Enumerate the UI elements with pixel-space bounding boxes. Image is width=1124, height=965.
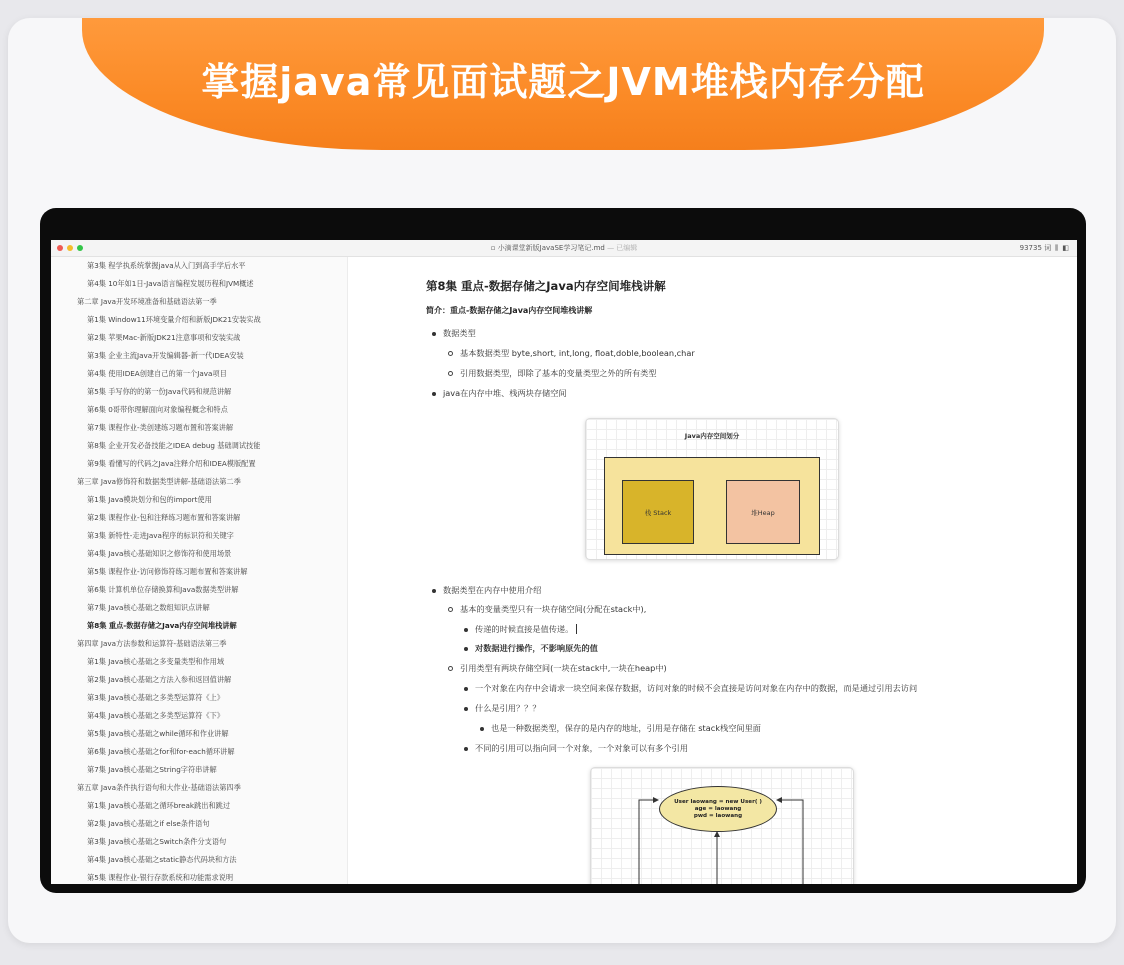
bullet-icon — [448, 607, 453, 612]
sidebar-lesson-item[interactable]: 第1集 Java模块划分和包的import使用 — [87, 495, 212, 504]
list-item: 引用类型有两块存储空间(一块在stack中,一块在heap中) — [448, 663, 667, 674]
sidebar-lesson-item[interactable]: 第7集 课程作业-类创建练习题布置和答案讲解 — [87, 423, 234, 432]
sidebar-lesson-item[interactable]: 第5集 Java核心基础之while循环和作业讲解 — [87, 729, 229, 738]
list-item: 什么是引用？？？ — [464, 703, 541, 714]
editor-window — [51, 240, 1077, 884]
sidebar-lesson-item[interactable]: 第7集 Java核心基础之String字符串讲解 — [87, 765, 217, 774]
window-layout-icon[interactable]: ◧ — [1062, 244, 1069, 252]
list-item: 传递的时候直接是值传递。 — [464, 624, 580, 635]
titlebar-right — [1020, 243, 1069, 253]
sidebar-lesson-item[interactable]: 第4集 10年如1日-Java语言编程发展历程和JVM概述 — [87, 279, 254, 288]
bullet-icon — [432, 589, 436, 593]
sidebar-lesson-item[interactable]: 第7集 Java核心基础之数组知识点讲解 — [87, 603, 210, 612]
document-content — [348, 257, 1077, 884]
sidebar-lesson-item[interactable]: 第3集 Java核心基础之Switch条件分支语句 — [87, 837, 227, 846]
sidebar-lesson-item[interactable]: 第4集 Java核心基础之多类型运算符《下》 — [87, 711, 225, 720]
reference-diagram — [590, 767, 854, 884]
sidebar-chapter-item[interactable]: 第四章 Java方法参数和运算符-基础语法第三季 — [77, 639, 227, 648]
window-title-text: 小滴课堂新版JavaSE学习笔记.md — [497, 244, 605, 252]
sidebar-lesson-item[interactable]: 第6集 0哥带你理解面向对象编程概念和特点 — [87, 405, 228, 414]
sidebar-lesson-item[interactable]: 第3集 企业主流Java开发编辑器-新一代IDEA安装 — [87, 351, 244, 360]
outline-sidebar — [51, 257, 348, 884]
bullet-icon — [464, 747, 468, 751]
list-item: 也是一种数据类型，保存的是内存的地址，引用是存储在 stack栈空间里面 — [480, 723, 761, 734]
sidebar-lesson-item[interactable]: 第8集 重点-数据存储之Java内存空间堆栈讲解 — [87, 621, 237, 630]
sidebar-lesson-item[interactable]: 第3集 程学执系统掌握java从入门到高手学后水平 — [87, 261, 246, 270]
banner — [82, 18, 1044, 150]
sidebar-lesson-item[interactable]: 第8集 企业开发必备技能之IDEA debug 基础调试技能 — [87, 441, 261, 450]
bullet-icon — [432, 392, 436, 396]
list-item: 引用数据类型，即除了基本的变量类型之外的所有类型 — [448, 368, 657, 379]
sidebar-lesson-item[interactable]: 第4集 Java核心基础知识之修饰符和使用场景 — [87, 549, 232, 558]
object-line: pwd = laowang — [693, 812, 743, 819]
bullet-icon — [448, 371, 453, 376]
sidebar-chapter-item[interactable]: 第三章 Java修饰符和数据类型讲解-基础语法第二季 — [77, 477, 241, 486]
sidebar-lesson-item[interactable]: 第6集 Java核心基础之for和for-each循环讲解 — [87, 747, 235, 756]
sidebar-lesson-item[interactable]: 第6集 计算机单位存储换算和Java数据类型讲解 — [87, 585, 239, 594]
bullet-icon — [464, 707, 468, 711]
banner-title: 掌握java常见面试题之JVM堆栈内存分配 — [201, 59, 925, 104]
bullet-icon — [448, 351, 453, 356]
sidebar-lesson-item[interactable]: 第5集 课程作业-银行存款系统和功能需求说明 — [87, 873, 234, 882]
list-item: 基本数据类型 byte,short, int,long, float,doble,boolean,char — [448, 348, 695, 359]
window-titlebar — [51, 240, 1077, 257]
sidebar-lesson-item[interactable]: 第3集 新特性-走进Java程序的标识符和关键字 — [87, 531, 234, 540]
object-line: age = laowang — [694, 805, 742, 812]
list-item: 对数据进行操作，不影响原先的值 — [464, 643, 598, 654]
window-title-suffix: — 已编辑 — [607, 244, 638, 252]
bullet-icon — [448, 666, 453, 671]
list-item: 一个对象在内存中会请求一块空间来保存数据，访问对象的时候不会直接是访问对象在内存中的数据，而是通过引用去访问 — [464, 683, 917, 694]
memory-diagram-title: Java内存空间划分 — [684, 432, 740, 440]
memory-diagram — [585, 418, 839, 560]
list-item: 基本的变量类型只有一块存储空间(分配在stack中), — [448, 604, 646, 615]
heap-box: 堆Heap — [726, 480, 800, 544]
bullet-icon — [480, 727, 484, 731]
sidebar-lesson-item[interactable]: 第2集 苹果Mac-新版JDK21注意事项和安装实战 — [87, 333, 241, 342]
list-item: 数据类型在内存中使用介绍 — [432, 585, 541, 596]
bullet-icon — [432, 332, 436, 336]
list-item: 不同的引用可以指向同一个对象，一个对象可以有多个引用 — [464, 743, 688, 754]
window-title — [51, 243, 1077, 253]
sidebar-lesson-item[interactable]: 第5集 课程作业-访问修饰符练习题布置和答案讲解 — [87, 567, 248, 576]
bullet-icon — [464, 647, 468, 651]
document-intro: 简介：重点-数据存储之Java内存空间堆栈讲解 — [426, 306, 593, 315]
sidebar-toggle-icon[interactable]: ⫼ — [1055, 243, 1059, 252]
object-ellipse — [659, 786, 777, 832]
sidebar-lesson-item[interactable]: 第4集 Java核心基础之static静态代码块和方法 — [87, 855, 237, 864]
sidebar-lesson-item[interactable]: 第3集 Java核心基础之多类型运算符《上》 — [87, 693, 225, 702]
word-count: 93735 词 — [1019, 244, 1052, 252]
sidebar-lesson-item[interactable]: 第2集 课程作业-包和注释练习题布置和答案讲解 — [87, 513, 241, 522]
sidebar-lesson-item[interactable]: 第2集 Java核心基础之方法入参和返回值讲解 — [87, 675, 232, 684]
object-line: User laowang = new User( ) — [674, 798, 762, 805]
sidebar-chapter-item[interactable]: 第二章 Java开发环境准备和基础语法第一季 — [77, 297, 217, 306]
sidebar-lesson-item[interactable]: 第9集 看懂写的代码之Java注释介绍和IDEA模版配置 — [87, 459, 256, 468]
list-item: java在内存中堆、栈两块存储空间 — [432, 388, 567, 399]
stack-box: 栈 Stack — [622, 480, 694, 544]
list-item: 数据类型 — [432, 328, 476, 339]
document-heading: 第8集 重点-数据存储之Java内存空间堆栈讲解 — [426, 279, 666, 293]
sidebar-chapter-item[interactable]: 第五章 Java条件执行语句和大作业-基础语法第四季 — [77, 783, 241, 792]
bullet-icon — [464, 687, 468, 691]
sidebar-lesson-item[interactable]: 第2集 Java核心基础之if else条件语句 — [87, 819, 210, 828]
sidebar-lesson-item[interactable]: 第1集 Java核心基础之循环break跳出和跳过 — [87, 801, 231, 810]
bullet-icon — [464, 628, 468, 632]
document-icon: ▫ — [490, 244, 496, 252]
text-cursor — [576, 624, 580, 634]
sidebar-lesson-item[interactable]: 第1集 Window11环境变量介绍和新版JDK21安装实战 — [87, 315, 261, 324]
sidebar-lesson-item[interactable]: 第5集 手写你的的第一份Java代码和规范讲解 — [87, 387, 232, 396]
sidebar-lesson-item[interactable]: 第4集 使用IDEA创建自己的第一个Java项目 — [87, 369, 227, 378]
sidebar-lesson-item[interactable]: 第1集 Java核心基础之多变量类型和作用域 — [87, 657, 225, 666]
